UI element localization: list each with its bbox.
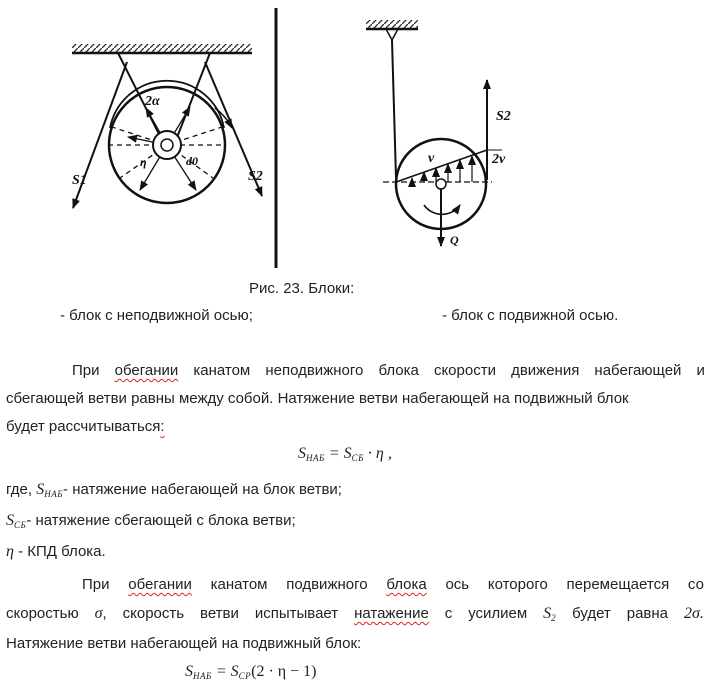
- para2-line3: Натяжение ветви набегающей на подвижный блок:: [6, 635, 362, 652]
- def-s-nab: где, $S_{НАБ}-$ натяжение набегающей на блок ветви;: [6, 481, 342, 499]
- para2-line2: скоростью σ, скорость ветви испытывает натажение с усилием $S_2$ будет равна 2σ.: [6, 605, 704, 623]
- para1-line3: будет рассчитываться:: [6, 418, 165, 435]
- subcaption-movable: - блок с подвижной осью.: [442, 307, 619, 324]
- s1-label: S1: [72, 173, 87, 188]
- def-eta: η - КПД блока.: [6, 543, 106, 560]
- formula-1: $S_{НАБ} = S_{СБ} \cdot \eta$ ,: [298, 445, 392, 463]
- figure-caption: Рис. 23. Блоки:: [249, 280, 355, 297]
- def-s-sb: $S_{СБ}-$ натяжение сбегающей с блока ветви;: [6, 512, 296, 530]
- v2-label: 2v: [492, 152, 506, 167]
- para1-line2: сбегающей ветви равны между собой. Натяжение ветви набегающей на подвижный блок: [6, 390, 629, 407]
- s2-label-right: S2: [496, 109, 511, 124]
- para1-line1: При обегании канатом неподвижного блока скорости движения набегающей и: [72, 362, 705, 379]
- subcaption-fixed: - блок с неподвижной осью;: [60, 307, 253, 324]
- d0-label: d0: [186, 154, 198, 168]
- q-label: Q: [450, 233, 459, 247]
- eta-label: η: [140, 155, 147, 169]
- fixed-axis-pulley-diagram: [72, 44, 263, 208]
- angle-label: 2α: [145, 94, 160, 109]
- pulley-figure: [0, 0, 711, 275]
- v-label: v: [428, 151, 435, 166]
- formula-2: $S_{НАБ} = S_{СР}(2 \cdot \eta - 1)$: [185, 663, 317, 681]
- s2-label-left: S2: [248, 169, 263, 184]
- para2-line1: При обегании канатом подвижного блока ось которого перемещается со: [82, 576, 704, 593]
- movable-axis-pulley-diagram: [366, 20, 511, 247]
